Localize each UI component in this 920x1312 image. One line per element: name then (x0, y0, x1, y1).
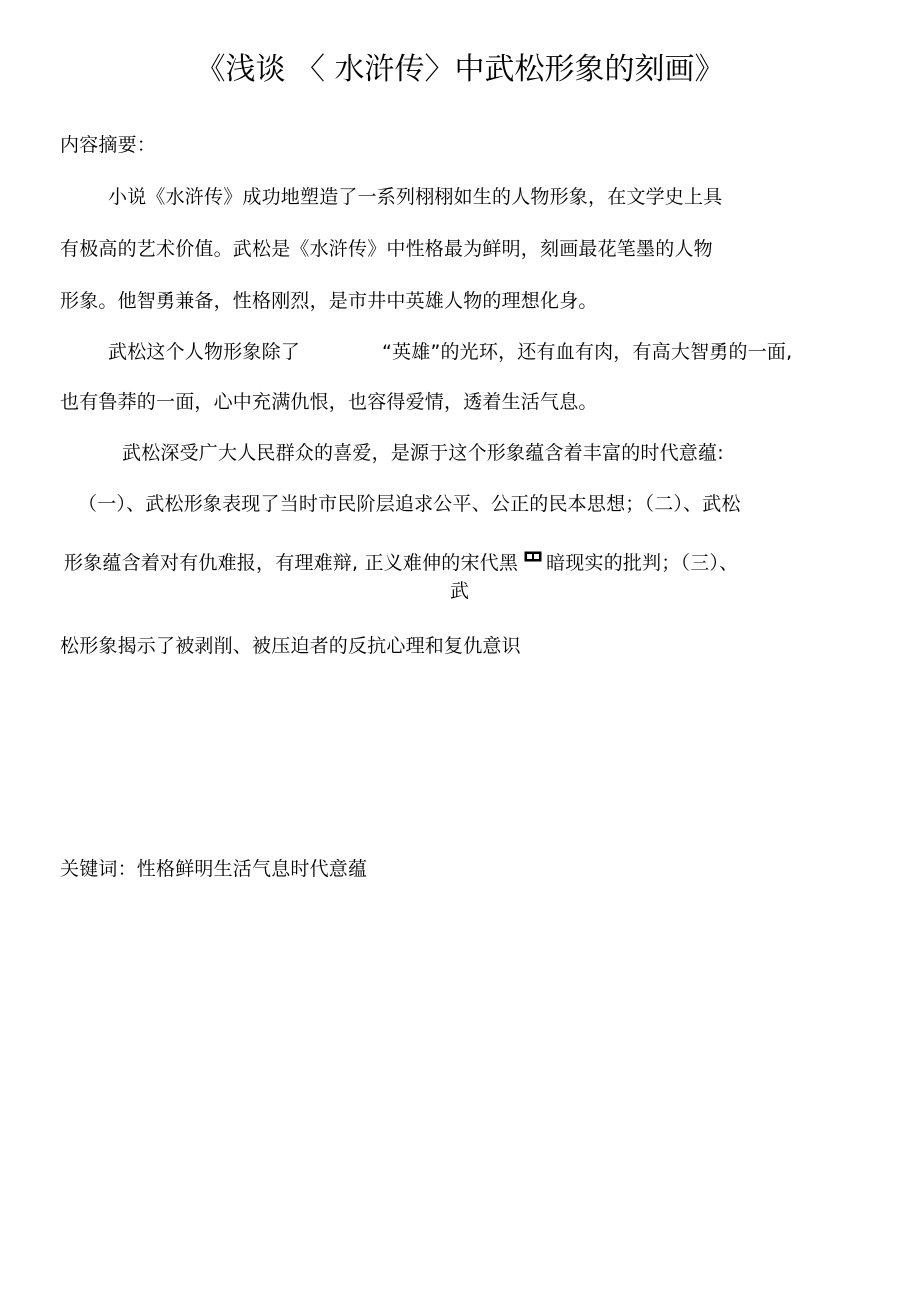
paragraph2-line1-end: “英雄”的光环，还有血有肉，有高大智勇的一面, (382, 341, 793, 363)
paragraph3-line3 (64, 551, 738, 575)
paragraph1-line3: 形象。他智勇兼备，性格刚烈，是市井中英雄人物的理想化身。 (60, 290, 598, 312)
paragraph3-line2: （一）、武松形象表现了当时市民阶层追求公平、公正的民本思想；（二）、武松 (78, 493, 741, 515)
keywords: 关键词：性格鲜明生活气息时代意蕴 (60, 858, 368, 880)
paragraph3-line4: 松形象揭示了被剥削、被压迫者的反抗心理和复仇意识 (60, 635, 521, 657)
document-title: 《浅谈 〈 水浒传〉中武松形象的刻画》 (195, 52, 725, 87)
abstract-label: 内容摘要： (60, 134, 157, 156)
paragraph3-line3-subscript: 武 (450, 580, 470, 602)
missing-glyph-icon (524, 551, 542, 562)
paragraph2-line1-start: 武松这个人物形象除了 (108, 341, 301, 363)
paragraph1-line2: 有极高的艺术价值。武松是《水浒传》中性格最为鲜明，刻画最花笔墨的人物 (60, 238, 713, 260)
paragraph3-line3-start: 形象蕴含着对有仇难报，有理难辩, 正义难伸的宋代黑 (64, 552, 519, 574)
paragraph1-line1: 小说《水浒传》成功地塑造了一系列栩栩如生的人物形象，在文学史上具 (108, 186, 723, 208)
paragraph3-line1: 武松深受广大人民群众的喜爱，是源于这个形象蕴含着丰富的时代意蕴: (122, 442, 724, 464)
paragraph2-line2: 也有鲁莽的一面，心中充满仇恨，也容得爱情，透着生活气息。 (60, 391, 598, 413)
paragraph3-line3-end: 暗现实的批判；（三）、 (546, 552, 739, 574)
